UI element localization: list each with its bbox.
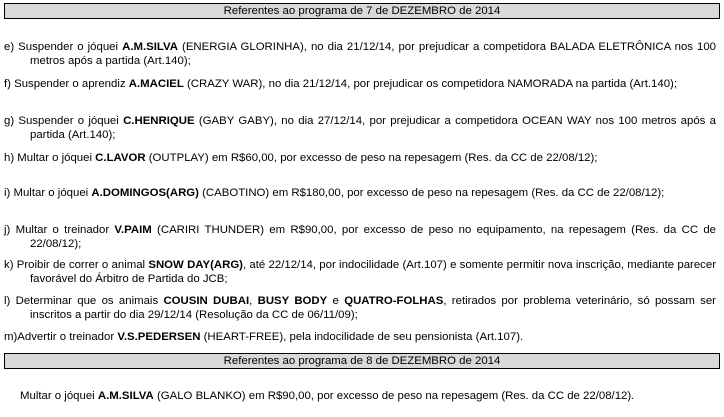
- item-f: [4, 77, 716, 91]
- text-segment: (CARIRI THUNDER) em R$90,00, por excesso de peso no equipamento, na repesagem (Res. da CC de 22/08/12);: [30, 224, 717, 250]
- bold-name: V.PAIM: [114, 224, 152, 236]
- text-segment: (ENERGIA GLORINHA), no dia 21/12/14, por prejudicar a competidora BALADA ELETRÔNICA nos 100 metros após a partida (Art.140);: [30, 41, 717, 67]
- bold-name: QUATRO-FOLHAS: [344, 295, 444, 307]
- bold-name: SNOW DAY(ARG): [148, 259, 243, 271]
- bold-name: A.DOMINGOS(ARG): [91, 187, 199, 199]
- item-e: [4, 40, 716, 68]
- text-segment: (CRAZY WAR), no dia 21/12/14, por prejudicar os competidora NAMORADA na partida (Art.140);: [183, 78, 677, 90]
- text-segment: (CABOTINO) em R$180,00, por excesso de peso na repesagem (Res. da CC de 22/08/12);: [198, 187, 665, 199]
- bold-name: V.S.PEDERSEN: [117, 331, 201, 343]
- bold-name: COUSIN DUBAI: [163, 295, 250, 307]
- bold-name: A.M.SILVA: [97, 390, 154, 402]
- bold-name: A.M.SILVA: [122, 41, 178, 53]
- item-k: [4, 258, 716, 286]
- item-h: [4, 151, 716, 165]
- text-segment: l) Determinar que os animais: [4, 295, 164, 307]
- item-i: [4, 186, 716, 200]
- item-l: [4, 294, 716, 322]
- text-segment: i) Multar o jóquei: [4, 187, 92, 199]
- text-segment: (OUTPLAY) em R$60,00, por excesso de peso na repesagem (Res. da CC de 22/08/12);: [145, 152, 598, 164]
- text-segment: Multar o jóquei: [20, 390, 98, 402]
- section-header-7-dezembro: Referentes ao programa de 7 de DEZEMBRO de 2014: [4, 3, 720, 19]
- text-segment: m)Advertir o treinador: [4, 331, 118, 343]
- text-segment: j) Multar o treinador: [4, 224, 115, 236]
- item-m: [4, 330, 716, 344]
- text-segment: f) Suspender o aprendiz: [4, 78, 129, 90]
- text-segment: , retirados por problema veterinário, só possam ser inscritos a partir do dia 29/12/14 (Resolução da CC de 06/11/09);: [30, 295, 716, 321]
- text-segment: (GALO BLANKO) em R$90,00, por excesso de peso na repesagem (Res. da CC de 22/08/12).: [153, 390, 635, 402]
- text-segment: h) Multar o jóquei: [4, 152, 96, 164]
- text-segment: ,: [249, 295, 258, 307]
- text-segment: e) Suspender o jóquei: [4, 41, 123, 53]
- text-segment: (HEART-FREE), pela indocilidade de seu pensionista (Art.107).: [200, 331, 524, 343]
- text-segment: , até 22/12/14, por indocilidade (Art.107) e somente permitir nova inscrição, mediante parecer favorável do Árbitro de Partida do JCB;: [30, 259, 716, 285]
- item-j: [4, 223, 716, 251]
- text-segment: e: [327, 295, 345, 307]
- bold-name: C.LAVOR: [95, 152, 146, 164]
- bold-name: C.HENRIQUE: [123, 115, 195, 127]
- item-8-dezembro-multa: [20, 389, 720, 403]
- section-header-8-dezembro: Referentes ao programa de 8 de DEZEMBRO de 2014: [4, 353, 720, 369]
- text-segment: (GABY GABY), no dia 27/12/14, por prejudicar a competidora OCEAN WAY nos 100 metros após a partida (Art.140);: [30, 115, 716, 141]
- text-segment: g) Suspender o jóquei: [4, 115, 124, 127]
- bold-name: A.MACIEL: [128, 78, 184, 90]
- text-segment: k) Proibir de correr o animal: [4, 259, 149, 271]
- bold-name: BUSY BODY: [257, 295, 328, 307]
- item-g: [4, 114, 716, 142]
